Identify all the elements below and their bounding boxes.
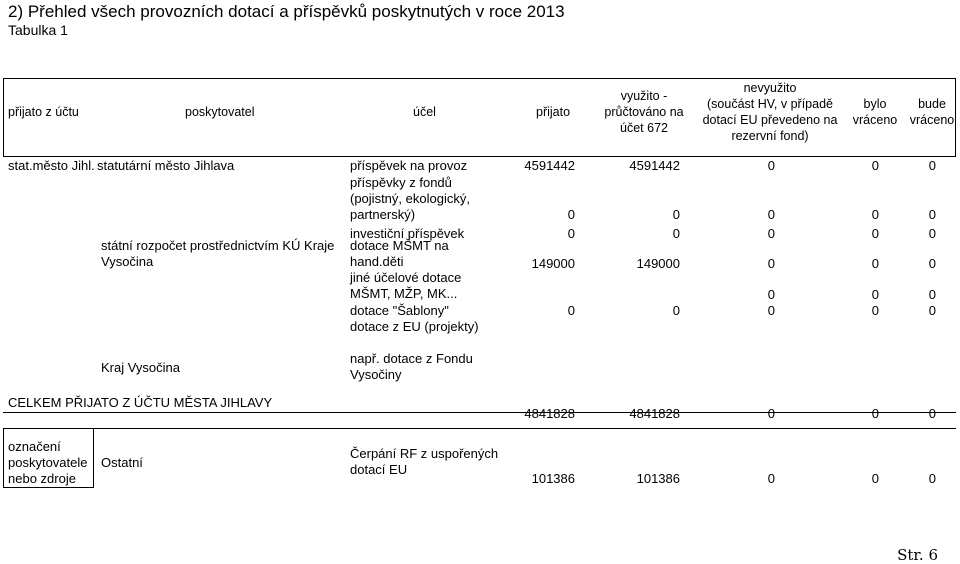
total-bylo: 0 [871, 406, 879, 421]
cell-bude: 0 [928, 256, 936, 271]
other-nevyuzito: 0 [767, 471, 775, 486]
cell-vyuzito: 0 [672, 207, 680, 222]
row-provider: statutární město Jihlava [97, 158, 235, 173]
table-caption: Tabulka 1 [8, 22, 68, 38]
table-top-border [3, 78, 956, 79]
other-bottom-border [3, 487, 94, 488]
row-purpose: např. dotace z Fondu Vysočiny [350, 351, 473, 382]
total-vyuzito: 4841828 [629, 406, 680, 421]
cell-prijato: 0 [567, 226, 575, 241]
row-purpose: dotace z EU (projekty) [350, 319, 479, 334]
total-label: CELKEM PŘIJATO Z ÚČTU MĚSTA JIHLAVY [8, 395, 273, 410]
other-purpose: Čerpání RF z uspořených dotací EU [350, 446, 499, 477]
cell-prijato: 0 [567, 303, 575, 318]
cell-nevyuzito: 0 [767, 207, 775, 222]
cell-bude: 0 [928, 226, 936, 241]
row-provider: Kraj Vysočina [101, 360, 180, 375]
cell-prijato: 0 [567, 207, 575, 222]
other-prijato: 101386 [531, 471, 575, 486]
page-title: 2) Přehled všech provozních dotací a příspěvků poskytnutých v roce 2013 [8, 2, 565, 21]
col-header-bude-vraceno: bude vráceno [909, 97, 955, 127]
col-header-vyuzito: využito - průčtováno na účet 672 [604, 89, 684, 135]
col-header-nevyuzito: nevyužito (součást HV, v případě dotací EU převedeno na rezervní fond) [702, 81, 838, 143]
cell-bylo: 0 [871, 256, 879, 271]
cell-nevyuzito: 0 [767, 256, 775, 271]
cell-vyuzito: 0 [672, 226, 680, 241]
cell-bude: 0 [928, 287, 936, 302]
col-header-poskytovatel: poskytovatel [185, 105, 255, 119]
cell-prijato: 4591442 [524, 158, 575, 173]
cell-vyuzito: 4591442 [629, 158, 680, 173]
cell-nevyuzito: 0 [767, 158, 775, 173]
other-provider: Ostatní [101, 455, 143, 470]
row-purpose: příspěvek na provoz [350, 158, 468, 173]
cell-prijato: 149000 [531, 256, 575, 271]
cell-bylo: 0 [871, 303, 879, 318]
row-purpose: jiné účelové dotace MŠMT, MŽP, MK... [350, 270, 462, 301]
col-header-prijato-z-uctu: přijato z účtu [8, 105, 79, 119]
cell-bude: 0 [928, 207, 936, 222]
cell-vyuzito: 149000 [636, 256, 680, 271]
cell-bude: 0 [928, 303, 936, 318]
other-left-border [3, 428, 4, 488]
header-bottom-border [3, 156, 956, 157]
row-provider: státní rozpočet prostřednictvím KÚ Kraje Vysočina [101, 238, 335, 269]
total-prijato: 4841828 [524, 406, 575, 421]
row-purpose: investiční příspěvek [350, 226, 465, 241]
page-number: Str. 6 [897, 546, 938, 564]
cell-nevyuzito: 0 [767, 303, 775, 318]
col-header-ucel: účel [413, 105, 436, 119]
col-header-bylo-vraceno: bylo vráceno [852, 97, 898, 127]
other-bylo: 0 [871, 471, 879, 486]
cell-nevyuzito: 0 [767, 287, 775, 302]
cell-vyuzito: 0 [672, 303, 680, 318]
cell-bylo: 0 [871, 287, 879, 302]
other-vyuzito: 101386 [636, 471, 680, 486]
row-purpose: dotace MŠMT na hand.děti [350, 238, 449, 269]
cell-bylo: 0 [871, 158, 879, 173]
other-label: označení poskytovatele nebo zdroje [8, 439, 88, 486]
cell-bylo: 0 [871, 207, 879, 222]
cell-nevyuzito: 0 [767, 226, 775, 241]
total-bude: 0 [928, 406, 936, 421]
row-purpose: dotace "Šablony" [350, 303, 449, 318]
other-col-divider [93, 428, 94, 488]
col-header-prijato: přijato [536, 105, 571, 119]
total-bottom-border [3, 428, 956, 429]
header-left-border [3, 78, 4, 157]
total-top-border [3, 412, 956, 413]
other-bude: 0 [928, 471, 936, 486]
row-account-label: stat.město Jihl. [8, 158, 95, 173]
total-nevyuzito: 0 [767, 406, 775, 421]
cell-bylo: 0 [871, 226, 879, 241]
row-purpose: příspěvky z fondů (pojistný, ekologický, partnerský) [350, 175, 470, 222]
cell-bude: 0 [928, 158, 936, 173]
